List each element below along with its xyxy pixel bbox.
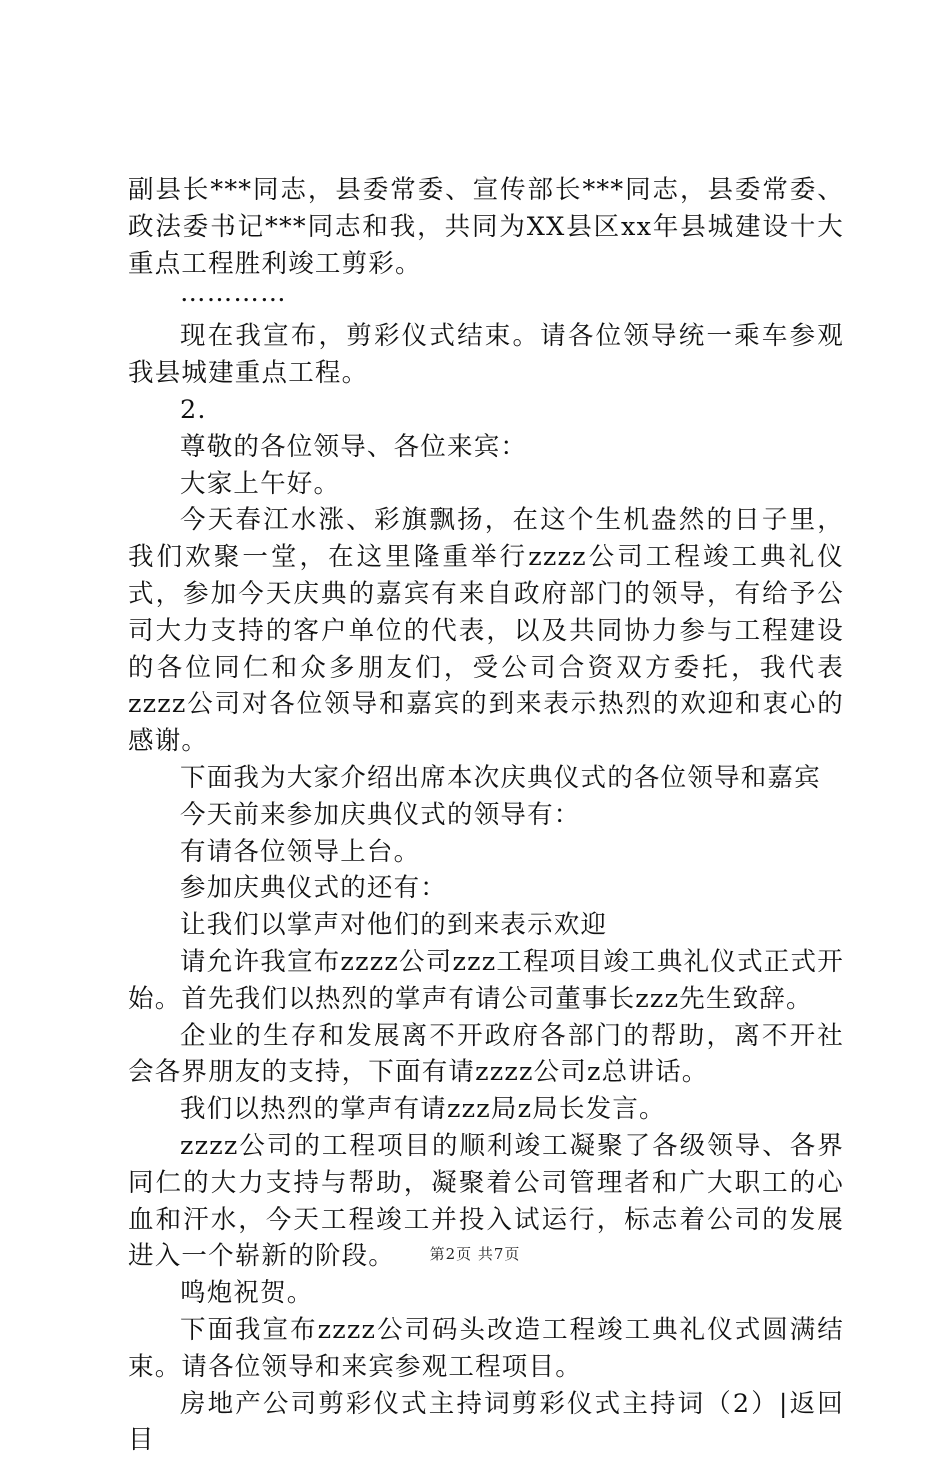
paragraph: 企业的生存和发展离不开政府各部门的帮助，离不开社会各界朋友的支持，下面有请zzzz公司z总讲话。 <box>128 1018 844 1092</box>
paragraph: 我们以热烈的掌声有请zzz局z局长发言。 <box>128 1091 844 1128</box>
salutation: 尊敬的各位领导、各位来宾： <box>128 429 844 466</box>
section-number: 2. <box>128 392 844 429</box>
document-body <box>128 172 844 1459</box>
paragraph: 现在我宣布，剪彩仪式结束。请各位领导统一乘车参观我县城建重点工程。 <box>128 318 844 392</box>
paragraph: zzzz公司的工程项目的顺利竣工凝聚了各级领导、各界同仁的大力支持与帮助，凝聚着公司管理者和广大职工的心血和汗水，今天工程竣工并投入试运行，标志着公司的发展进入一个崭新的阶段。 <box>128 1128 844 1275</box>
ellipsis-line: ………… <box>128 282 844 318</box>
paragraph: 下面我宣布zzzz公司码头改造工程竣工典礼仪式圆满结束。请各位领导和来宾参观工程项目。 <box>128 1312 844 1386</box>
paragraph: 请允许我宣布zzzz公司zzz工程项目竣工典礼仪式正式开始。首先我们以热烈的掌声有请公司董事长zzz先生致辞。 <box>128 944 844 1018</box>
page-number-footer: 第2页 共7页 <box>0 1243 950 1264</box>
paragraph: 房地产公司剪彩仪式主持词剪彩仪式主持词（2）|返回目 <box>128 1386 844 1459</box>
paragraph: 让我们以掌声对他们的到来表示欢迎 <box>128 907 844 944</box>
greeting: 大家上午好。 <box>128 466 844 503</box>
paragraph: 今天前来参加庆典仪式的领导有： <box>128 797 844 834</box>
paragraph: 参加庆典仪式的还有： <box>128 870 844 907</box>
paragraph: 有请各位领导上台。 <box>128 834 844 871</box>
paragraph: 下面我为大家介绍出席本次庆典仪式的各位领导和嘉宾 <box>128 760 844 797</box>
paragraph: 副县长***同志，县委常委、宣传部长***同志，县委常委、政法委书记***同志和我，共同为XX县区xx年县城建设十大重点工程胜利竣工剪彩。 <box>128 172 844 282</box>
paragraph: 鸣炮祝贺。 <box>128 1275 844 1312</box>
paragraph: 今天春江水涨、彩旗飘扬，在这个生机盎然的日子里，我们欢聚一堂，在这里隆重举行zzzz公司工程竣工典礼仪式，参加今天庆典的嘉宾有来自政府部门的领导，有给予公司大力支持的客户单位的代表，以及共同协力参与工程建设的各位同仁和众多朋友们，受公司合资双方委托，我代表zzzz公司对各位领导和嘉宾的到来表示热烈的欢迎和衷心的感谢。 <box>128 502 844 760</box>
